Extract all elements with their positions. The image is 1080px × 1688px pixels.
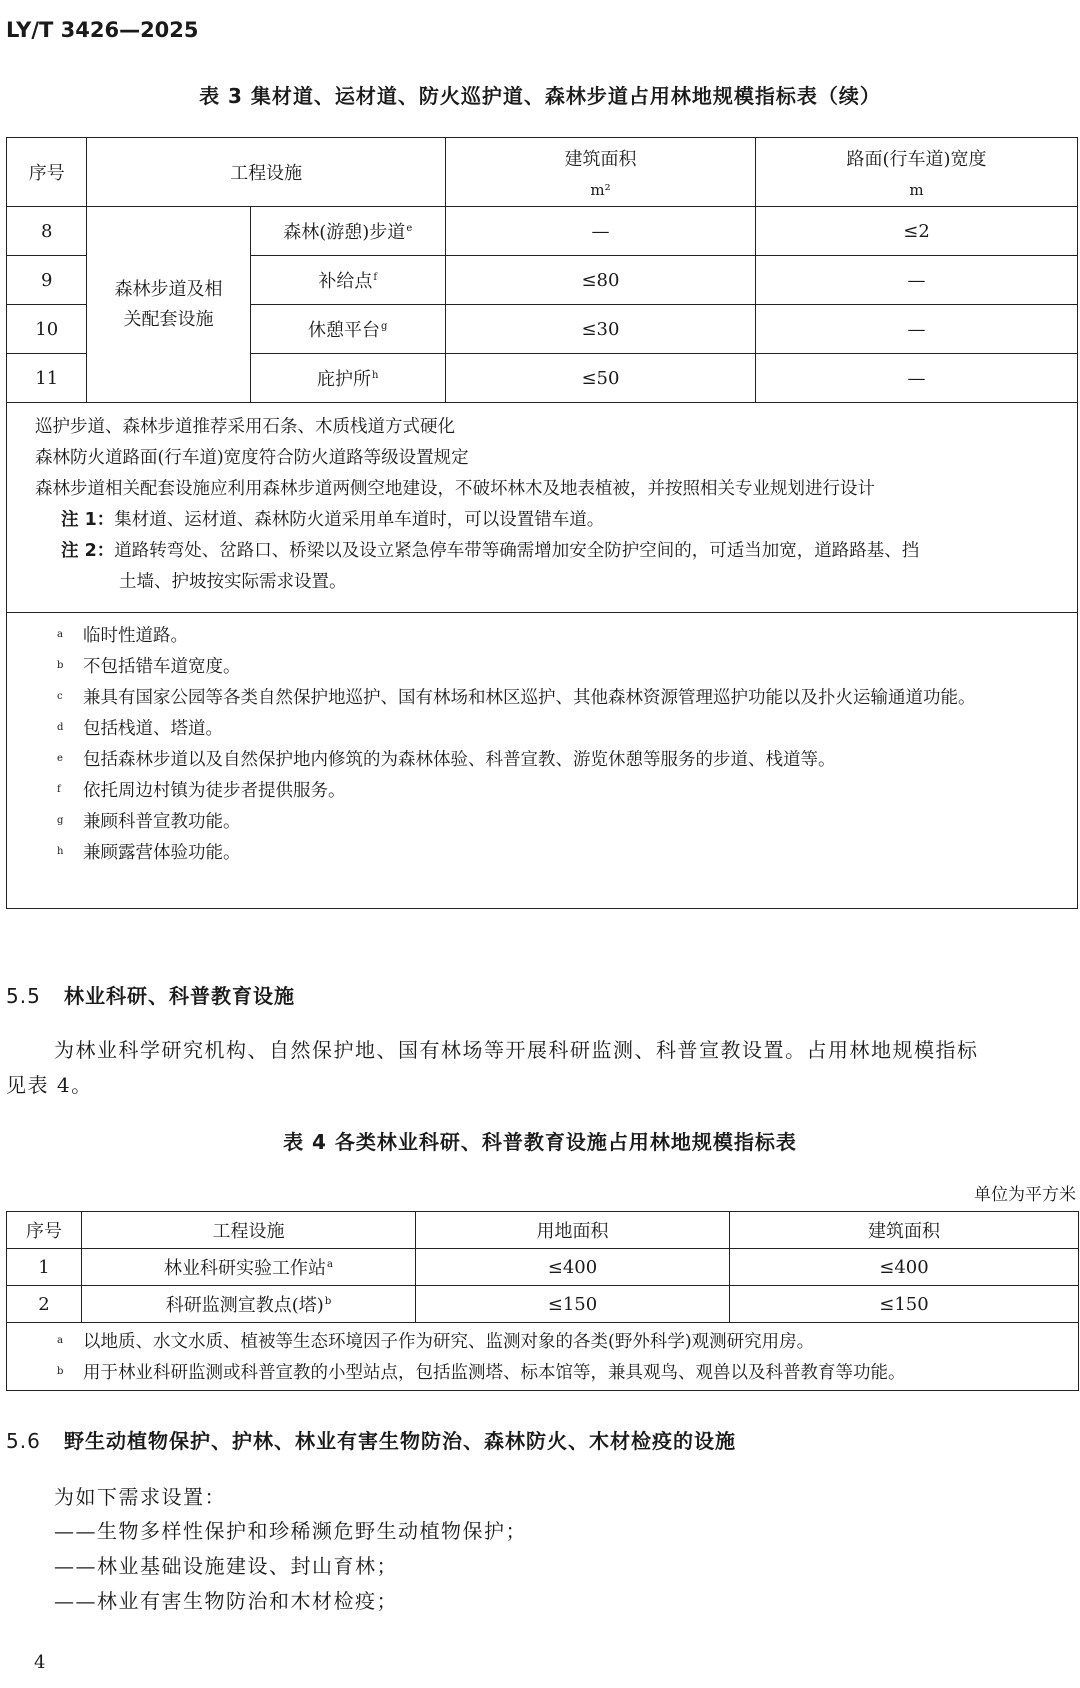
note-1: 注 1：集材道、运材道、森林防火道采用单车道时，可以设置错车道。: [61, 510, 605, 530]
table4-caption: 表 4 各类林业科研、科普教育设施占用林地规模指标表: [283, 1130, 797, 1154]
table4-unit: 单位为平方米: [974, 1185, 1076, 1205]
row-name: 森林(游憩)步道$^e$: [250, 207, 445, 256]
note-line: 森林防火道路面(行车道)宽度符合防火道路等级设置规定: [35, 448, 469, 468]
table4-header-land: 用地面积: [416, 1212, 730, 1249]
footnote: f 依托周边村镇为徒步者提供服务。: [57, 781, 346, 801]
row-seq: 8: [7, 207, 87, 256]
row-area: ≤30: [445, 305, 755, 354]
row-width: ≤2: [756, 207, 1078, 256]
footnote: h 兼顾露营体验功能。: [57, 843, 241, 863]
table4-header-seq: 序号: [7, 1212, 82, 1249]
row-name: 休憩平台$^g$: [250, 305, 445, 354]
table3-header-area: 建筑面积 m²: [445, 138, 755, 207]
note-2: 注 2：道路转弯处、岔路口、桥梁以及设立紧急停车带等确需增加安全防护空间的，可适当加宽，道路路基、挡: [61, 541, 920, 561]
page-number: 4: [34, 1652, 46, 1673]
list-item: ——林业基础设施建设、封山育林；: [54, 1554, 398, 1578]
section-5-5-para-line1: 为林业科学研究机构、自然保护地、国有林场等开展科研监测、科普宣教设置。占用林地规模指标: [54, 1038, 979, 1062]
table3-caption: 表 3 集材道、运材道、防火巡护道、森林步道占用林地规模指标表（续）: [199, 84, 881, 108]
table4-footnotes: [7, 1323, 1079, 1391]
section-5-5-heading: 5.5 林业科研、科普教育设施: [6, 984, 295, 1008]
table3-header-seq: 序号: [7, 138, 87, 207]
footnote: a 临时性道路。: [57, 626, 188, 646]
row-name: 林业科研实验工作站$^a$: [82, 1249, 416, 1286]
table3-footnotes: [7, 613, 1078, 909]
standard-code: LY/T 3426—2025: [6, 18, 199, 42]
row-width: —: [756, 305, 1078, 354]
footnote: a 以地质、水文水质、植被等生态环境因子作为研究、监测对象的各类(野外科学)观测研究用房。: [57, 1332, 815, 1352]
table-row: [7, 207, 1078, 256]
footnote: g 兼顾科普宣教功能。: [57, 812, 241, 832]
row-width: —: [756, 354, 1078, 403]
table4: [6, 1211, 1079, 1391]
note-2-cont: 土墙、护坡按实际需求设置。: [119, 572, 347, 592]
footnote: c 兼具有国家公园等各类自然保护地巡护、国有林场和林区巡护、其他森林资源管理巡护功能以及扑火运输通道功能。: [57, 688, 976, 708]
row-land: ≤150: [416, 1286, 730, 1323]
table3-notes: [7, 403, 1078, 613]
list-item: ——生物多样性保护和珍稀濒危野生动植物保护；: [54, 1519, 527, 1543]
row-area: ≤50: [445, 354, 755, 403]
section-5-5-para-line2: 见表 4。: [6, 1073, 93, 1097]
row-area: ≤80: [445, 256, 755, 305]
row-seq: 1: [7, 1249, 82, 1286]
table-row: [7, 1249, 1079, 1286]
table3: [6, 137, 1078, 909]
row-name: 补给点$^f$: [250, 256, 445, 305]
row-name: 科研监测宣教点(塔)$^b$: [82, 1286, 416, 1323]
note-line: 森林步道相关配套设施应利用森林步道两侧空地建设，不破坏林木及地表植被，并按照相关专业规划进行设计: [35, 479, 875, 499]
row-seq: 2: [7, 1286, 82, 1323]
section-5-6-intro: 为如下需求设置：: [54, 1485, 226, 1509]
list-item: ——林业有害生物防治和木材检疫；: [54, 1589, 398, 1613]
table4-header-facility: 工程设施: [82, 1212, 416, 1249]
row-seq: 10: [7, 305, 87, 354]
row-building: ≤150: [730, 1286, 1079, 1323]
row-width: —: [756, 256, 1078, 305]
table3-header-width: 路面(行车道)宽度 m: [756, 138, 1078, 207]
table4-header-building: 建筑面积: [730, 1212, 1079, 1249]
table3-group-label: 森林步道及相关配套设施: [87, 207, 250, 403]
table3-header-facility: 工程设施: [87, 138, 445, 207]
table-row: [7, 1286, 1079, 1323]
footnote: b 不包括错车道宽度。: [57, 657, 241, 677]
footnote: b 用于林业科研监测或科普宣教的小型站点，包括监测塔、标本馆等，兼具观鸟、观兽以及科普教育等功能。: [57, 1363, 906, 1383]
row-land: ≤400: [416, 1249, 730, 1286]
footnote: d 包括栈道、塔道。: [57, 719, 223, 739]
row-name: 庇护所$^h$: [250, 354, 445, 403]
row-seq: 9: [7, 256, 87, 305]
row-area: —: [445, 207, 755, 256]
row-building: ≤400: [730, 1249, 1079, 1286]
row-seq: 11: [7, 354, 87, 403]
footnote: e 包括森林步道以及自然保护地内修筑的为森林体验、科普宣教、游览休憩等服务的步道、栈道等。: [57, 750, 836, 770]
note-line: 巡护步道、森林步道推荐采用石条、木质栈道方式硬化: [35, 417, 455, 437]
section-5-6-heading: 5.6 野生动植物保护、护林、林业有害生物防治、森林防火、木材检疫的设施: [6, 1429, 736, 1453]
